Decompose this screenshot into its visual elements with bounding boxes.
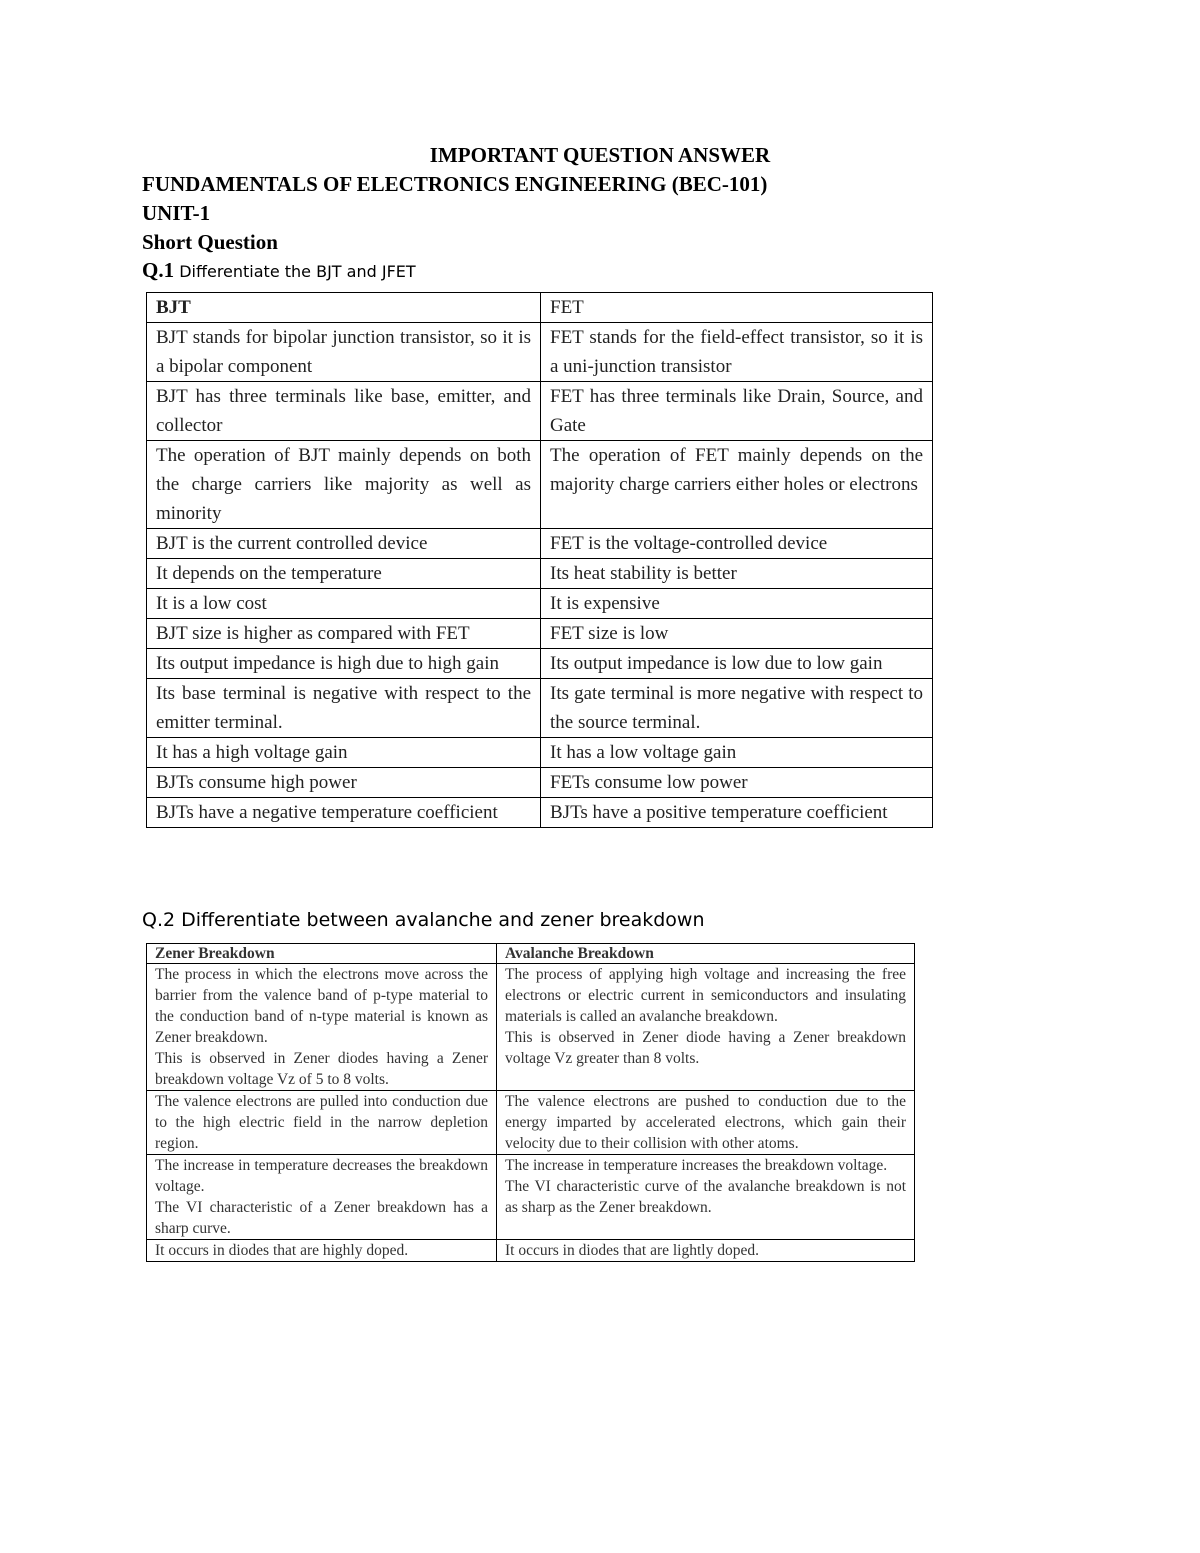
cell-paragraph: The increase in temperature increases the breakdown voltage. [505, 1157, 888, 1174]
table-header-row [147, 944, 915, 964]
table-row [147, 1091, 915, 1155]
fet-cell: FETs consume low power [541, 768, 933, 798]
question-1 [142, 258, 416, 284]
table-row [147, 964, 915, 1091]
cell-paragraph: The valence electrons are pulled into conduction due to the high electric field in the narrow depletion region. [155, 1093, 488, 1152]
zener-cell [147, 1091, 497, 1155]
zener-cell [147, 964, 497, 1091]
table-row [147, 679, 933, 738]
cell-paragraph: The VI characteristic of a Zener breakdown has a sharp curve. [155, 1199, 488, 1237]
fet-cell: FET size is low [541, 619, 933, 649]
table-row [147, 649, 933, 679]
bjt-cell: The operation of BJT mainly depends on both the charge carriers like majority as well as minority [147, 441, 541, 529]
bjt-cell: BJT size is higher as compared with FET [147, 619, 541, 649]
bjt-cell: BJTs have a negative temperature coefficient [147, 798, 541, 828]
table-row [147, 382, 933, 441]
cell-paragraph: The VI characteristic curve of the avalanche breakdown is not as sharp as the Zener breakdown. [505, 1178, 906, 1216]
table-row [147, 768, 933, 798]
zener-cell [147, 1240, 497, 1262]
question-1-number: Q.1 [142, 258, 175, 282]
header-bjt: BJT [147, 293, 541, 323]
question-2-number: Q.2 [142, 909, 176, 931]
cell-paragraph: The process in which the electrons move across the barrier from the valence band of p-type material to the conduction band of n-type material is known as Zener breakdown. [155, 966, 488, 1046]
question-2-text: Differentiate between avalanche and zener breakdown [181, 909, 705, 931]
fet-cell: FET stands for the field-effect transistor, so it is a uni-junction transistor [541, 323, 933, 382]
table-row [147, 441, 933, 529]
avalanche-cell [497, 1155, 915, 1240]
fet-cell: Its heat stability is better [541, 559, 933, 589]
cell-paragraph: The increase in temperature decreases the breakdown voltage. [155, 1157, 488, 1195]
fet-cell: FET has three terminals like Drain, Source, and Gate [541, 382, 933, 441]
bjt-cell: BJT stands for bipolar junction transistor, so it is a bipolar component [147, 323, 541, 382]
table-row [147, 559, 933, 589]
cell-paragraph: The valence electrons are pushed to conduction due to the energy imparted by accelerated electrons, which gain their velocity due to their collision with other atoms. [505, 1093, 906, 1152]
unit-heading: UNIT-1 [142, 201, 211, 225]
avalanche-cell [497, 964, 915, 1091]
fet-cell: Its output impedance is low due to low gain [541, 649, 933, 679]
zener-avalanche-comparison-table [146, 943, 915, 1262]
cell-paragraph: The process of applying high voltage and increasing the free electrons or electric current in semiconductors and insulating materials is called an avalanche breakdown. [505, 966, 906, 1025]
table-row [147, 1155, 915, 1240]
table-row [147, 619, 933, 649]
fet-cell: It is expensive [541, 589, 933, 619]
cell-paragraph: It occurs in diodes that are highly doped. [155, 1242, 409, 1259]
bjt-fet-comparison-table [146, 292, 933, 828]
fet-cell: BJTs have a positive temperature coefficient [541, 798, 933, 828]
bjt-cell: It has a high voltage gain [147, 738, 541, 768]
table-row [147, 738, 933, 768]
section-heading: Short Question [142, 230, 278, 254]
fet-cell: FET is the voltage-controlled device [541, 529, 933, 559]
bjt-cell: It is a low cost [147, 589, 541, 619]
bjt-cell: Its base terminal is negative with respect to the emitter terminal. [147, 679, 541, 738]
bjt-cell: BJTs consume high power [147, 768, 541, 798]
fet-cell: It has a low voltage gain [541, 738, 933, 768]
zener-cell [147, 1155, 497, 1240]
avalanche-cell [497, 1091, 915, 1155]
subject-heading: FUNDAMENTALS OF ELECTRONICS ENGINEERING (BEC-101) [142, 172, 768, 196]
fet-cell: The operation of FET mainly depends on the majority charge carriers either holes or electrons [541, 441, 933, 529]
bjt-cell: It depends on the temperature [147, 559, 541, 589]
document-title: IMPORTANT QUESTION ANSWER [429, 143, 771, 167]
bjt-cell: Its output impedance is high due to high gain [147, 649, 541, 679]
fet-cell: Its gate terminal is more negative with respect to the source terminal. [541, 679, 933, 738]
cell-paragraph: This is observed in Zener diodes having a Zener breakdown voltage Vz of 5 to 8 volts. [155, 1050, 488, 1088]
table-header-row [147, 293, 933, 323]
avalanche-cell [497, 1240, 915, 1262]
bjt-cell: BJT has three terminals like base, emitter, and collector [147, 382, 541, 441]
table-row [147, 798, 933, 828]
header-zener: Zener Breakdown [147, 944, 497, 964]
table-row [147, 323, 933, 382]
header-fet: FET [541, 293, 933, 323]
header-avalanche: Avalanche Breakdown [497, 944, 915, 964]
cell-paragraph: This is observed in Zener diode having a Zener breakdown voltage Vz greater than 8 volts. [505, 1029, 906, 1067]
question-2 [142, 906, 705, 934]
table-row [147, 589, 933, 619]
question-1-text: Differentiate the BJT and JFET [179, 262, 416, 281]
cell-paragraph: It occurs in diodes that are lightly doped. [505, 1242, 759, 1259]
bjt-cell: BJT is the current controlled device [147, 529, 541, 559]
table-row [147, 1240, 915, 1262]
table-row [147, 529, 933, 559]
